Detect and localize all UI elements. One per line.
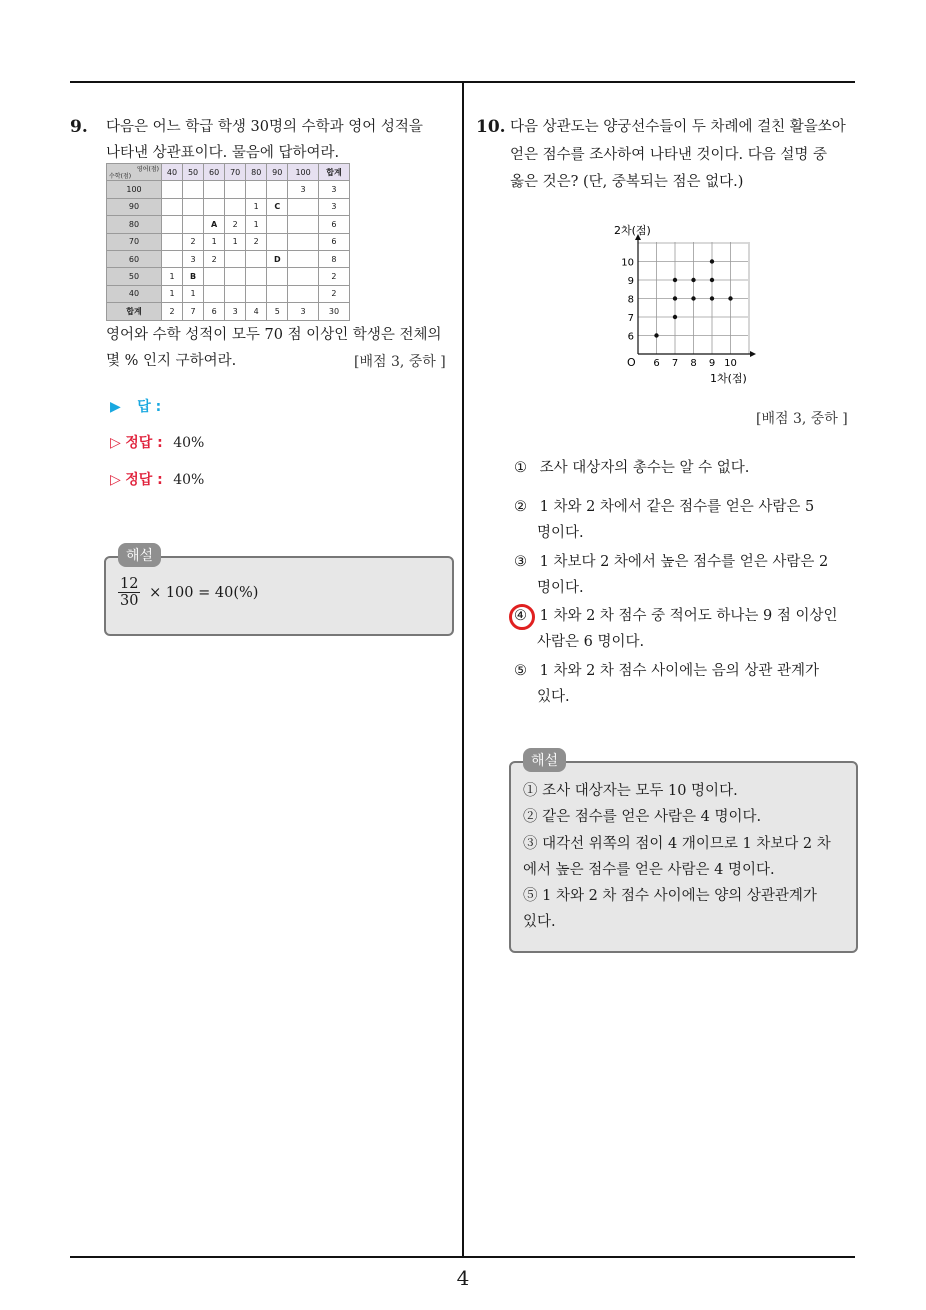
- table-cell: [246, 268, 267, 285]
- table-cell: 3: [288, 181, 319, 198]
- row-header: 80: [107, 216, 162, 233]
- explanation-line: ② 같은 점수를 얻은 사람은 4 명이다.: [523, 809, 762, 825]
- y-tick-label: 6: [627, 331, 634, 343]
- fraction-numerator: 12: [120, 576, 139, 592]
- table-cell: [288, 250, 319, 267]
- question-9-number: 9.: [70, 117, 88, 137]
- option-mark: ④: [514, 608, 527, 624]
- col-header: 50: [183, 164, 204, 181]
- scatter-point: [673, 296, 677, 300]
- table-cell: [225, 268, 246, 285]
- table-cell: 1: [183, 285, 204, 302]
- row-header: 60: [107, 250, 162, 267]
- table-cell: 1: [162, 285, 183, 302]
- answer-row: [110, 396, 161, 416]
- question-10-score: [배점 3, 중하 ]: [756, 411, 848, 427]
- col-header: 70: [225, 164, 246, 181]
- col-header: 90: [267, 164, 288, 181]
- x-tick-label: 6: [653, 358, 660, 369]
- table-cell: 3: [318, 181, 349, 198]
- page-number: 4: [456, 1266, 470, 1290]
- scatter-point: [654, 333, 658, 337]
- x-tick-label: 8: [690, 358, 697, 369]
- table-cell: A: [204, 216, 225, 233]
- plot-axes: [635, 234, 756, 357]
- table-cell: 3: [183, 250, 204, 267]
- table-cell: [225, 250, 246, 267]
- option-mark: ⑤: [514, 663, 527, 679]
- table-cell: 1: [246, 216, 267, 233]
- table-cell: [288, 233, 319, 250]
- question-10-stem-line-3: 옳은 것은? (단, 중복되는 점은 없다.): [510, 174, 744, 190]
- table-cell: 1: [225, 233, 246, 250]
- table-cell: 1: [204, 233, 225, 250]
- table-cell: [183, 198, 204, 215]
- triangle-right-icon: ▷: [110, 472, 121, 488]
- table-cell: [267, 268, 288, 285]
- table-cell: [246, 285, 267, 302]
- option-mark: ①: [514, 460, 527, 476]
- table-row: [107, 198, 350, 215]
- table-cell: [246, 181, 267, 198]
- table-row: [107, 303, 350, 320]
- option-mark: ③: [514, 554, 527, 570]
- row-header: 90: [107, 198, 162, 215]
- y-tick-label: 7: [627, 313, 634, 324]
- option-5-continued: 있다.: [537, 689, 570, 705]
- question-9-stem-line-1: 다음은 어느 학급 학생 30명의 수학과 영어 성적을: [106, 119, 423, 135]
- scatter-point: [710, 278, 714, 282]
- table-cell: [204, 198, 225, 215]
- option-3-continued: 명이다.: [537, 580, 584, 596]
- explanation-line: ③ 대각선 위쪽의 점이 4 개이므로 1 차보다 2 차: [523, 836, 831, 852]
- table-cell: 2: [162, 303, 183, 320]
- table-corner-header: [107, 164, 162, 181]
- table-cell: [288, 268, 319, 285]
- explanation-line: 있다.: [523, 914, 556, 930]
- correct-answer-row-2: [110, 469, 204, 489]
- x-axis-arrow: [750, 351, 756, 357]
- option-text: 1 차보다 2 차에서 높은 점수를 얻은 사람은 2: [539, 554, 829, 570]
- table-cell: [204, 268, 225, 285]
- y-tick-label: 9: [627, 276, 634, 287]
- col-header-total: 합계: [318, 164, 349, 181]
- explanation-tag-q10: 해설: [523, 748, 566, 772]
- col-header: 40: [162, 164, 183, 181]
- table-row: [107, 181, 350, 198]
- table-cell: [162, 181, 183, 198]
- table-cell: 3: [318, 198, 349, 215]
- table-cell: 2: [318, 268, 349, 285]
- table-cell: [162, 233, 183, 250]
- row-header: 합계: [107, 303, 162, 320]
- y-tick-label: 10: [621, 257, 634, 269]
- fraction-denominator: 30: [120, 593, 139, 609]
- scatter-point: [691, 296, 695, 300]
- table-cell: 6: [318, 233, 349, 250]
- explanation-line: ① 조사 대상자는 모두 10 명이다.: [523, 783, 738, 799]
- table-cell: [288, 198, 319, 215]
- table-cell: C: [267, 198, 288, 215]
- table-cell: [225, 285, 246, 302]
- table-cell: D: [267, 250, 288, 267]
- explanation-line: 에서 높은 점수를 얻은 사람은 4 명이다.: [523, 862, 775, 878]
- table-cell: [162, 216, 183, 233]
- table-cell: [162, 250, 183, 267]
- question-10-stem-line-2: 얻은 점수를 조사하여 나타낸 것이다. 다음 설명 중: [510, 147, 828, 163]
- option-text: 1 차와 2 차 점수 사이에는 음의 상관 관계가: [539, 663, 820, 679]
- option-5[interactable]: [514, 658, 819, 685]
- corner-math-label: 수학(점): [109, 173, 132, 181]
- correct-answer-row-1: [110, 432, 204, 452]
- table-row: [107, 268, 350, 285]
- row-header: 40: [107, 285, 162, 302]
- table-row: [107, 233, 350, 250]
- option-text: 1 차와 2 차 점수 중 적어도 하나는 9 점 이상인: [539, 608, 838, 624]
- correct-value: 40%: [173, 435, 205, 451]
- question-10-stem-line-1: 다음 상관도는 양궁선수들이 두 차례에 걸친 활을쏘아: [510, 119, 846, 135]
- option-3[interactable]: [514, 549, 828, 576]
- table-cell: [225, 198, 246, 215]
- question-9-prompt-line-1: 영어와 수학 성적이 모두 70 점 이상인 학생은 전체의: [106, 327, 442, 343]
- question-10-number: 10.: [476, 117, 506, 137]
- table-cell: 8: [318, 250, 349, 267]
- table-cell: 5: [267, 303, 288, 320]
- origin-label: O: [627, 356, 636, 369]
- correct-label: 정답 :: [125, 435, 163, 451]
- table-cell: 2: [183, 233, 204, 250]
- explanation-tag-q9: 해설: [118, 543, 161, 567]
- table-cell: [288, 216, 319, 233]
- scatter-point: [728, 296, 732, 300]
- table-cell: [183, 216, 204, 233]
- table-cell: [204, 285, 225, 302]
- table-cell: B: [183, 268, 204, 285]
- table-cell: 6: [318, 216, 349, 233]
- table-cell: [204, 181, 225, 198]
- table-cell: [267, 233, 288, 250]
- table-cell: [288, 285, 319, 302]
- table-cell: [267, 181, 288, 198]
- col-header: 100: [288, 164, 319, 181]
- question-9-prompt-line-2: 몇 % 인지 구하여라.: [106, 353, 237, 369]
- option-2[interactable]: [514, 494, 814, 521]
- option-1[interactable]: [514, 455, 749, 482]
- correct-label: 정답 :: [125, 472, 163, 488]
- table-cell: 1: [246, 198, 267, 215]
- table-row: [107, 216, 350, 233]
- corner-english-label: 영어(점): [136, 166, 159, 173]
- table-cell: [183, 181, 204, 198]
- scatter-plot: [600, 220, 770, 390]
- option-text: 1 차와 2 차에서 같은 점수를 얻은 사람은 5: [539, 499, 815, 515]
- option-text: 조사 대상자의 총수는 알 수 없다.: [539, 460, 750, 476]
- table-cell: 3: [225, 303, 246, 320]
- table-cell: 7: [183, 303, 204, 320]
- table-cell: [267, 285, 288, 302]
- option-4-continued: 사람은 6 명이다.: [537, 634, 645, 650]
- y-tick-label: 8: [627, 294, 634, 306]
- table-cell: 30: [318, 303, 349, 320]
- row-header: 100: [107, 181, 162, 198]
- play-icon: ▶: [110, 399, 121, 415]
- table-cell: 2: [204, 250, 225, 267]
- table-cell: [225, 181, 246, 198]
- table-cell: 3: [288, 303, 319, 320]
- correlation-table: [106, 163, 350, 321]
- x-tick-label: 7: [671, 358, 679, 369]
- col-header: 80: [246, 164, 267, 181]
- explanation-formula: [118, 576, 258, 609]
- table-cell: 2: [318, 285, 349, 302]
- table-cell: 2: [246, 233, 267, 250]
- question-9-stem-line-2: 나타낸 상관표이다. 물음에 답하여라.: [106, 145, 340, 161]
- x-tick-label: 9: [708, 358, 716, 369]
- row-header: 70: [107, 233, 162, 250]
- scatter-point: [673, 278, 677, 282]
- plot-ticks: [621, 258, 737, 370]
- x-axis-label: 1차(점): [710, 372, 747, 385]
- option-mark: ②: [514, 499, 527, 515]
- question-9-score: [배점 3, 중하 ]: [354, 354, 446, 370]
- table-cell: [246, 250, 267, 267]
- table-row: [107, 285, 350, 302]
- table-cell: [162, 198, 183, 215]
- option-4[interactable]: [514, 603, 838, 630]
- bottom-rule: [70, 1256, 855, 1258]
- col-header: 60: [204, 164, 225, 181]
- y-axis-label: 2차(점): [614, 224, 651, 237]
- table-cell: 6: [204, 303, 225, 320]
- scatter-point: [673, 315, 677, 319]
- table-cell: 1: [162, 268, 183, 285]
- scatter-point: [691, 278, 695, 282]
- correct-value: 40%: [173, 472, 205, 488]
- formula-rest: × 100 = 40(%): [149, 584, 259, 601]
- column-divider: [462, 82, 464, 1258]
- x-tick-label: 10: [724, 358, 737, 369]
- row-header: 50: [107, 268, 162, 285]
- explanation-line: ⑤ 1 차와 2 차 점수 사이에는 양의 상관관계가: [523, 888, 817, 904]
- scatter-point: [710, 296, 714, 300]
- table-cell: 2: [225, 216, 246, 233]
- table-cell: 4: [246, 303, 267, 320]
- scatter-point: [710, 259, 714, 263]
- table-cell: [267, 216, 288, 233]
- table-row: [107, 250, 350, 267]
- answer-label: 답 :: [137, 399, 162, 415]
- option-2-continued: 명이다.: [537, 525, 584, 541]
- triangle-right-icon: ▷: [110, 435, 121, 451]
